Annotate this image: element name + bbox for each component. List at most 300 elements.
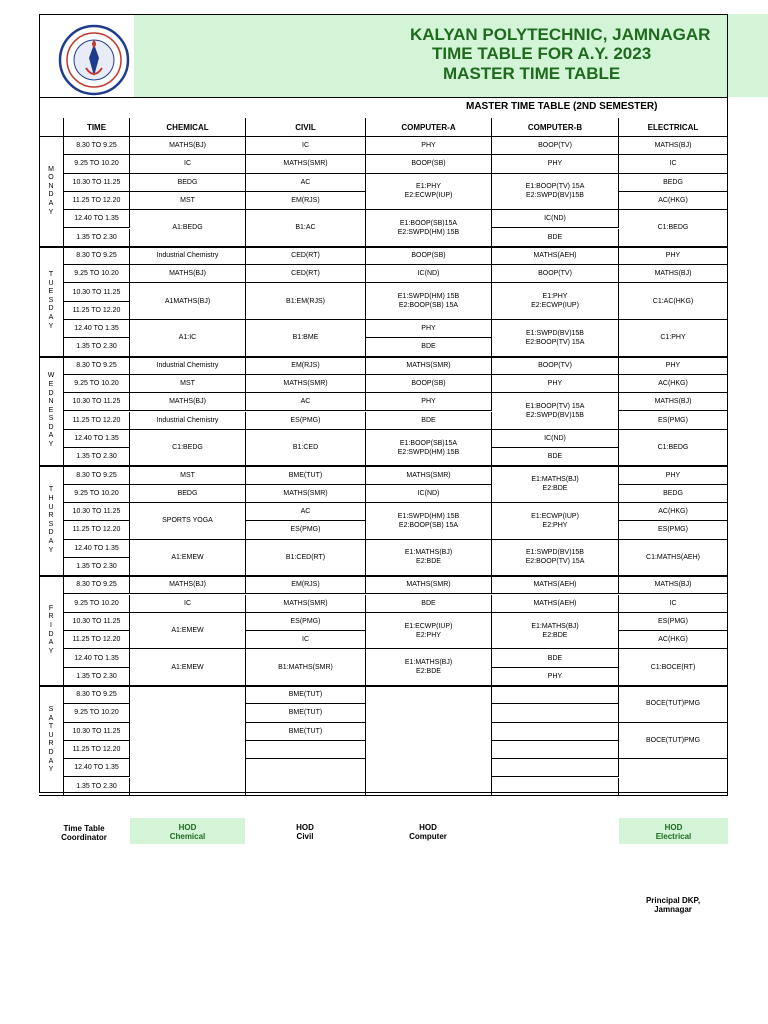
computer-b-monday-cell-text: BDE [547,233,563,241]
electrical-monday-cell [619,192,728,210]
chemical-thursday-cell-text: A1:EMEW [171,553,204,561]
chemical-friday-cell [130,595,246,613]
computer-b-saturday-cell [492,778,619,796]
civil-wednesday-cell-text: EM(RJS) [291,361,320,369]
computer-a-friday-cell-text: BDE [421,599,436,607]
day-label-friday [39,576,64,686]
computer-b-friday-cell-text: MATHS(AEH) [533,599,577,607]
electrical-saturday-cell-text: BOCE(TUT)PMG [645,700,701,708]
time-slot-cell-text: 10.30 TO 11.25 [72,398,121,406]
time-slot-cell [64,174,130,192]
time-slot-cell-text: 9.25 TO 10.20 [74,160,119,168]
signature-line: HOD [419,823,437,832]
day-letter: D [48,630,54,638]
time-slot-cell-text: 11.25 TO 12.20 [72,636,121,644]
computer-b-tuesday-cell-text: E1:PHY [542,293,568,301]
computer-b-monday-cell-text: PHY [547,160,563,168]
computer-a-wednesday-cell-text: E2:SWPD(HM) 15B [397,448,460,456]
computer-b-monday-cell [492,210,619,228]
computer-a-tuesday-cell [366,338,492,356]
computer-b-wednesday-cell-text: IC(ND) [544,434,566,442]
electrical-monday-cell-text: BEDG [663,178,683,186]
computer-b-thursday-cell-text: E2:BOOP(TV) 15A [525,558,585,566]
civil-thursday-cell [246,485,366,503]
civil-tuesday-cell [246,320,366,357]
computer-b-saturday-cell [492,704,619,722]
chemical-tuesday-cell-text: MATHS(BJ) [169,270,206,278]
electrical-wednesday-cell-text: MATHS(BJ) [654,398,692,406]
electrical-monday-cell [619,210,728,247]
time-slot-cell-text: 12.40 TO 1.35 [74,434,119,442]
chemical-wednesday-cell-text: Industrial Chemistry [156,416,219,424]
chemical-monday-cell-text: BEDG [177,178,198,186]
hod-civil-signature [270,823,340,841]
computer-b-tuesday-cell-text: E1:SWPD(BV)15B [526,329,584,337]
day-letter: Y [48,441,54,449]
electrical-thursday-cell [619,503,728,521]
civil-thursday-cell [246,503,366,521]
day-letter: A [48,757,54,765]
computer-b-tuesday-cell [492,283,619,320]
computer-a-tuesday-cell-text: E1:SWPD(HM) 15B [397,293,460,301]
day-letter: D [48,389,54,397]
electrical-thursday-cell [619,540,728,577]
civil-thursday-cell [246,521,366,539]
time-slot-cell-text: 8.30 TO 9.25 [76,142,117,150]
computer-a-tuesday-cell [366,247,492,265]
college-name: KALYAN POLYTECHNIC, JAMNAGAR [410,25,711,44]
chemical-wednesday-cell [130,393,246,411]
computer-a-tuesday-cell [366,320,492,338]
time-slot-cell [64,704,130,722]
computer-b-monday-cell-text: BOOP(TV) [538,142,572,150]
day-label-wednesday [39,357,64,467]
computer-b-tuesday-cell-text: MATHS(AEH) [533,251,577,259]
computer-b-thursday-cell-text: E1:SWPD(BV)15B [526,549,584,557]
table-title: MASTER TIME TABLE (2ND SEMESTER) [466,101,658,112]
electrical-saturday-cell [619,723,728,760]
day-column-header [39,118,64,137]
electrical-monday-cell [619,174,728,192]
signature-line: HOD [178,823,197,832]
civil-saturday-cell [246,723,366,741]
day-letter: O [48,174,54,182]
computer-b-tuesday-cell-text: E2:BOOP(TV) 15A [525,338,585,346]
civil-friday-cell [246,631,366,649]
electrical-wednesday-cell [619,412,728,430]
computer-b-thursday-cell-text: E2:BDE [542,485,568,493]
computer-a-friday-cell [366,649,492,686]
computer-a-wednesday-cell-text: E1:BOOP(SB)15A [399,439,458,447]
time-slot-cell-text: 9.25 TO 10.20 [74,599,119,607]
computer-a-wednesday-cell-text: MATHS(SMR) [406,361,451,369]
civil-monday-cell-text: AC [300,178,311,186]
time-slot-cell [64,210,130,228]
computer-a-tuesday-cell-text: PHY [421,325,436,333]
computer-b-wednesday-cell-text: BOOP(TV) [538,361,572,369]
civil-thursday-cell-text: MATHS(SMR) [283,489,328,497]
computer-b-saturday-cell [492,686,619,704]
chemical-friday-cell [130,613,246,650]
computer-a-tuesday-cell-text: E2:BOOP(SB) 15A [398,302,459,310]
time-slot-cell-text: 8.30 TO 9.25 [76,471,117,479]
computer-b-thursday-cell [492,540,619,577]
time-slot-cell-text: 12.40 TO 1.35 [74,215,119,223]
time-slot-cell [64,485,130,503]
civil-monday-cell-text: IC [302,142,309,150]
computer-a-column-header [366,118,492,137]
electrical-saturday-cell [619,759,728,796]
day-letter: I [50,621,52,629]
computer-b-monday-cell [492,229,619,247]
time-slot-cell-text: 12.40 TO 1.35 [74,654,119,662]
electrical-friday-cell-text: C1:BOCE(RT) [650,663,696,671]
time-slot-cell [64,668,130,686]
day-letter: Y [48,208,54,216]
computer-b-friday-cell [492,668,619,686]
chemical-thursday-cell-text: MST [180,471,195,479]
chemical-friday-cell [130,649,246,686]
computer-b-column-header-text: COMPUTER-B [527,122,583,132]
civil-saturday-cell [246,704,366,722]
computer-a-monday-cell [366,174,492,211]
chemical-column-header [130,118,246,137]
computer-a-wednesday-cell [366,357,492,375]
time-slot-cell [64,430,130,448]
electrical-wednesday-cell-text: PHY [665,361,681,369]
chemical-friday-cell-text: MATHS(BJ) [169,581,206,589]
day-letter: D [48,305,54,313]
time-slot-cell [64,247,130,265]
day-letter: F [48,604,54,612]
time-slot-cell-text: 8.30 TO 9.25 [76,691,117,699]
time-slot-cell-text: 10.30 TO 11.25 [72,178,121,186]
civil-wednesday-cell [246,357,366,375]
day-letter: E [48,288,54,296]
timetable-title: TIME TABLE FOR A.Y. 2023 [432,44,652,63]
civil-friday-cell-text: IC [302,636,309,644]
day-letter: A [48,639,54,647]
computer-a-wednesday-cell [366,375,492,393]
time-slot-cell-text: 11.25 TO 12.20 [72,746,121,754]
computer-a-thursday-cell [366,540,492,577]
chemical-thursday-cell [130,485,246,503]
chemical-wednesday-cell [130,357,246,375]
time-slot-cell [64,558,130,576]
time-slot-cell-text: 9.25 TO 10.20 [74,270,119,278]
coordinator-signature [48,824,120,842]
chemical-tuesday-cell-text: A1MATHS(BJ) [164,297,211,305]
day-letter: D [48,191,54,199]
civil-wednesday-cell-text: B1:CED [292,444,319,452]
time-slot-cell [64,503,130,521]
time-slot-cell-text: 10.30 TO 11.25 [72,508,121,516]
time-slot-cell-text: 8.30 TO 9.25 [76,251,117,259]
electrical-thursday-cell-text: C1:MATHS(AEH) [646,553,700,561]
civil-monday-cell-text: B1:AC [295,224,316,232]
computer-a-tuesday-cell-text: BDE [421,343,436,351]
time-slot-cell-text: 11.25 TO 12.20 [72,306,121,314]
electrical-wednesday-cell-text: AC(HKG) [658,380,688,388]
time-slot-cell [64,521,130,539]
electrical-column-header [619,118,728,137]
electrical-thursday-cell [619,466,728,484]
hod-chemical-signature [130,818,245,844]
computer-b-thursday-cell [492,466,619,503]
electrical-monday-cell-text: C1:BEDG [657,224,689,232]
civil-thursday-cell-text: AC [300,508,311,516]
day-letter: S [48,415,54,423]
computer-a-tuesday-cell [366,265,492,283]
civil-tuesday-cell [246,265,366,283]
computer-a-saturday-cell [366,686,492,796]
electrical-friday-cell-text: IC [669,599,677,607]
time-slot-cell-text: 10.30 TO 11.25 [72,727,121,735]
computer-a-monday-cell-text: BOOP(SB) [411,160,446,168]
time-slot-cell [64,759,130,777]
day-letter: E [48,406,54,414]
day-letter: R [48,613,54,621]
time-slot-cell [64,778,130,796]
civil-friday-cell-text: B1:MATHS(SMR) [278,663,333,671]
chemical-wednesday-cell [130,375,246,393]
civil-tuesday-cell-text: CED(RT) [291,270,320,278]
hod-electrical-signature [619,818,728,844]
civil-wednesday-cell-text: AC [300,398,311,406]
computer-b-friday-cell-text: BDE [547,654,563,662]
day-letter: H [48,495,54,502]
computer-b-friday-cell-text: MATHS(AEH) [533,581,577,589]
civil-column-header [246,118,366,137]
civil-tuesday-cell-text: CED(RT) [291,251,320,259]
chemical-wednesday-cell-text: MST [180,380,195,388]
civil-friday-cell-text: ES(PMG) [290,617,321,625]
electrical-thursday-cell [619,521,728,539]
computer-a-thursday-cell [366,466,492,484]
computer-a-thursday-cell-text: E1:MATHS(BJ) [404,549,453,557]
civil-wednesday-cell [246,375,366,393]
electrical-tuesday-cell [619,320,728,357]
chemical-thursday-cell-text: SPORTS YOGA [162,517,213,525]
computer-b-wednesday-cell [492,393,619,430]
computer-a-thursday-cell-text: E2:BOOP(SB) 15A [398,521,459,529]
day-letter: A [48,199,54,207]
time-slot-cell [64,540,130,558]
day-letter: A [48,537,54,545]
computer-b-tuesday-cell [492,247,619,265]
time-slot-cell [64,320,130,338]
chemical-tuesday-cell [130,265,246,283]
chemical-monday-cell [130,210,246,247]
computer-a-friday-cell [366,576,492,594]
civil-thursday-cell-text: BME(TUT) [288,471,323,479]
chemical-wednesday-cell [130,430,246,467]
computer-b-saturday-cell [492,741,619,759]
computer-a-monday-cell [366,155,492,173]
computer-b-wednesday-cell-text: BDE [547,453,563,461]
electrical-wednesday-cell [619,375,728,393]
day-letter: A [48,714,54,722]
computer-a-monday-cell-text: E2:SWPD(HM) 15B [397,228,460,236]
electrical-thursday-cell-text: ES(PMG) [658,526,688,534]
computer-a-wednesday-cell-text: BDE [421,416,436,424]
time-slot-cell [64,613,130,631]
electrical-wednesday-cell [619,393,728,411]
computer-a-monday-cell [366,210,492,247]
civil-saturday-cell [246,686,366,704]
civil-friday-cell [246,649,366,686]
college-logo [55,24,133,96]
computer-b-thursday-cell-text: E1:ECWP(IUP) [531,512,579,520]
signature-line: Principal DKP, [645,896,701,905]
civil-friday-cell [246,595,366,613]
electrical-monday-cell [619,137,728,155]
time-slot-cell-text: 1.35 TO 2.30 [76,453,117,461]
computer-a-friday-cell [366,595,492,613]
computer-a-wednesday-cell-text: BOOP(SB) [411,380,446,388]
signature-line: Computer [409,832,447,841]
chemical-monday-cell-text: IC [184,160,191,168]
chemical-tuesday-cell-text: Industrial Chemistry [156,251,219,259]
computer-a-friday-cell-text: E1:ECWP(IUP) [404,622,453,630]
civil-monday-cell [246,210,366,247]
electrical-friday-cell [619,576,728,594]
computer-b-friday-cell-text: E2:BDE [542,631,568,639]
electrical-tuesday-cell [619,247,728,265]
electrical-tuesday-cell-text: PHY [665,251,681,259]
chemical-thursday-cell [130,466,246,484]
chemical-monday-cell-text: A1:BEDG [172,224,203,232]
day-label-tuesday [39,247,64,357]
time-slot-cell [64,265,130,283]
computer-a-monday-cell-text: E2:ECWP(IUP) [404,192,453,200]
electrical-wednesday-cell-text: ES(PMG) [658,416,688,424]
chemical-friday-cell-text: A1:EMEW [171,627,204,635]
time-slot-cell [64,192,130,210]
computer-b-thursday-cell-text: E2:PHY [542,521,568,529]
electrical-friday-cell-text: AC(HKG) [658,636,688,644]
chemical-friday-cell-text: A1:EMEW [171,663,204,671]
computer-a-wednesday-cell [366,393,492,411]
time-slot-cell [64,649,130,667]
day-letter: W [47,372,55,380]
electrical-wednesday-cell [619,430,728,467]
chemical-wednesday-cell-text: C1:BEDG [172,444,203,452]
computer-a-thursday-cell-text: IC(ND) [417,489,440,497]
computer-b-wednesday-cell-text: E2:SWPD(BV)15B [526,411,584,419]
computer-b-tuesday-cell [492,320,619,357]
time-slot-cell [64,357,130,375]
day-letter: U [48,731,54,739]
computer-a-friday-cell-text: E2:PHY [416,631,441,639]
chemical-tuesday-cell [130,247,246,265]
computer-b-friday-cell [492,595,619,613]
civil-saturday-cell [246,759,366,796]
chemical-tuesday-cell [130,320,246,357]
time-slot-cell-text: 1.35 TO 2.30 [76,343,117,351]
civil-friday-cell-text: EM(RJS) [291,581,320,589]
computer-a-thursday-cell-text: MATHS(SMR) [406,471,451,479]
civil-wednesday-cell [246,430,366,467]
day-letter: A [48,314,54,322]
time-slot-cell-text: 1.35 TO 2.30 [76,672,117,680]
day-letter: Y [48,322,54,330]
civil-monday-cell-text: MATHS(SMR) [283,160,328,168]
chemical-saturday-cell [130,686,246,796]
civil-tuesday-cell [246,283,366,320]
computer-b-monday-cell [492,174,619,211]
time-slot-cell-text: 1.35 TO 2.30 [76,782,117,790]
day-label-thursday [39,466,64,576]
time-slot-cell [64,466,130,484]
day-letter: D [48,748,54,756]
civil-tuesday-cell-text: B1:BME [292,334,319,342]
time-slot-cell-text: 11.25 TO 12.20 [72,526,121,534]
timetable-grid [39,118,728,793]
chemical-monday-cell [130,192,246,210]
chemical-friday-cell-text: IC [184,599,191,607]
time-slot-cell-text: 9.25 TO 10.20 [74,489,119,497]
time-slot-cell [64,338,130,356]
time-slot-cell [64,448,130,466]
chemical-column-header-text: CHEMICAL [166,122,209,132]
civil-wednesday-cell-text: ES(PMG) [290,416,321,424]
signature-line: Coordinator [61,833,107,842]
electrical-monday-cell-text: IC [669,160,677,168]
computer-b-saturday-cell [492,759,619,777]
civil-friday-cell [246,576,366,594]
time-column-header [64,118,130,137]
computer-b-friday-cell [492,649,619,667]
time-slot-cell [64,375,130,393]
computer-a-monday-cell-text: E1:PHY [416,183,441,191]
day-letter: S [48,296,54,304]
computer-a-friday-cell [366,613,492,650]
chemical-monday-cell [130,174,246,192]
day-letter: D [48,529,54,537]
chemical-monday-cell [130,155,246,173]
computer-b-thursday-cell-text: E1:MATHS(BJ) [531,476,579,484]
electrical-thursday-cell-text: BEDG [663,489,683,497]
time-slot-cell [64,155,130,173]
day-letter: R [48,740,54,748]
computer-a-friday-cell-text: E2:BDE [416,668,441,676]
computer-a-thursday-cell-text: E2:BDE [416,558,441,566]
time-slot-cell-text: 11.25 TO 12.20 [72,416,121,424]
civil-wednesday-cell [246,393,366,411]
chemical-monday-cell [130,137,246,155]
signature-line: Electrical [655,832,692,841]
time-slot-cell [64,723,130,741]
chemical-tuesday-cell-text: A1:IC [178,334,197,342]
day-letter: Y [48,546,54,554]
day-letter: R [48,512,54,520]
day-letter: E [48,380,54,388]
computer-b-tuesday-cell-text: BOOP(TV) [538,270,572,278]
electrical-thursday-cell [619,485,728,503]
day-letter: T [48,271,54,279]
day-letter: Y [48,647,54,655]
computer-a-column-header-text: COMPUTER-A [401,122,456,132]
day-letter: Y [48,766,54,774]
civil-thursday-cell-text: B1:CED(RT) [285,553,326,561]
electrical-saturday-cell [619,686,728,723]
computer-a-wednesday-cell [366,430,492,467]
day-letter: T [48,723,54,731]
electrical-tuesday-cell-text: C1:PHY [660,334,686,342]
time-slot-cell [64,412,130,430]
civil-tuesday-cell [246,247,366,265]
